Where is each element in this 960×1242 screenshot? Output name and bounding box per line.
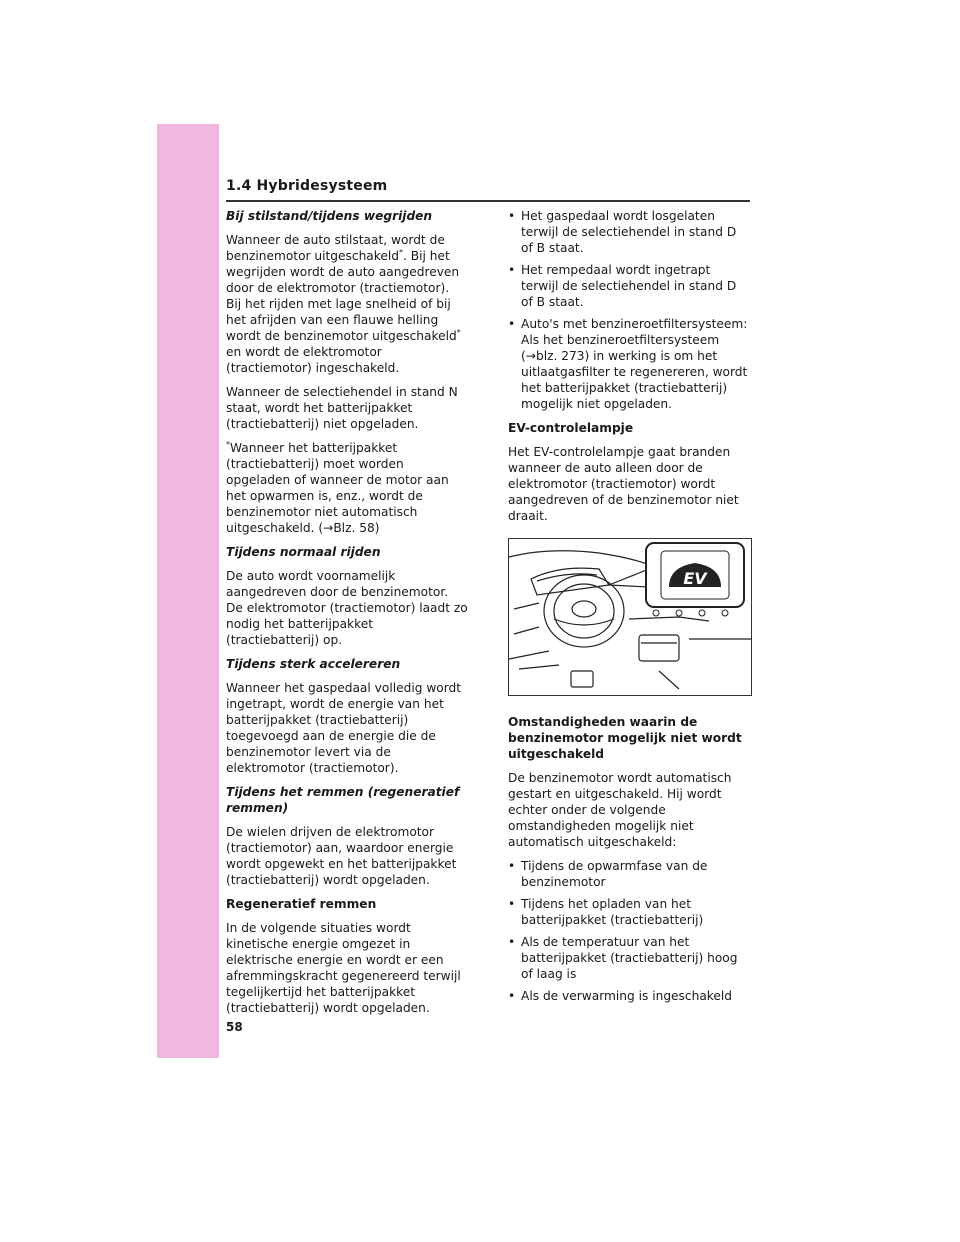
header-divider xyxy=(226,200,750,202)
heading-standstill: Bij stilstand/tijdens wegrijden xyxy=(226,209,433,223)
footnote: *Wanneer het batterijpakket (tractiebatterij) moet worden opgeladen of wanneer de motor aan het opwarmen is, enz., wordt de benzinemotor niet automatisch uitgeschakeld. (→Blz. 58) xyxy=(226,439,449,535)
ev-indicator-icon xyxy=(661,551,729,599)
paragraph-neutral: Wanneer de selectiehendel in stand N staat, wordt het batterijpakket (tractiebatterij) niet opgeladen. xyxy=(226,385,458,431)
list-item: • Tijdens het opladen van het batterijpakket (tractiebatterij) xyxy=(508,897,704,927)
paragraph-standstill: Wanneer de auto stilstaat, wordt de benzinemotor uitgeschakeld*. Bij het wegrijden wordt de auto aangedreven door de elektromotor (tractiemotor). Bij het rijden met lage snelheid of bij het afrijden van een flauwe helling wordt de benzinemotor uitgeschakeld* en wordt de elektromotor (tractiemotor) ingeschakeld. xyxy=(226,233,461,375)
list-item: • Als de temperatuur van het batterijpakket (tractiebatterij) hoog of laag is xyxy=(508,935,738,981)
svg-text:EV: EV xyxy=(683,569,707,588)
section-tab xyxy=(157,124,219,1058)
section-title: 1.4 Hybridesysteem xyxy=(226,178,388,194)
right-column xyxy=(508,208,750,1010)
heading-braking: Tijdens het remmen (regeneratief remmen) xyxy=(226,785,460,815)
list-item: • Het rempedaal wordt ingetrapt terwijl de selectiehendel in stand D of B staat. xyxy=(508,263,737,309)
heading-hard-acceleration: Tijdens sterk accelereren xyxy=(226,657,401,671)
page-number: 58 xyxy=(226,1020,243,1034)
paragraph-conditions: De benzinemotor wordt automatisch gestart en uitgeschakeld. Hij wordt echter onder de volgende omstandigheden mogelijk niet automatisch uitgeschakeld: xyxy=(508,771,732,849)
list-item: • Auto's met benzineroetfiltersysteem: Als het benzineroetfiltersysteem (→blz. 273) in werking is om het uitlaatgasfilter te regenereren, wordt het batterijpakket (tractiebatterij) mogelijk niet opgeladen. xyxy=(508,317,748,411)
list-item: • Het gaspedaal wordt losgelaten terwijl de selectiehendel in stand D of B staat. xyxy=(508,209,737,255)
heading-ev-indicator: EV-controlelampje xyxy=(508,421,634,435)
page-header xyxy=(226,178,750,194)
list-item: • Als de verwarming is ingeschakeld xyxy=(508,989,733,1003)
left-column xyxy=(226,208,468,1024)
heading-conditions: Omstandigheden waarin de benzinemotor mogelijk niet wordt uitgeschakeld xyxy=(508,715,742,761)
paragraph-ev-indicator: Het EV-controlelampje gaat branden wanneer de auto alleen door de elektromotor (tractiemotor) wordt aangedreven of de benzinemotor niet draait. xyxy=(508,445,739,523)
paragraph-hard-acceleration: Wanneer het gaspedaal volledig wordt ingetrapt, wordt de energie van het batterijpakket (tractiebatterij) toegevoegd aan de energie die de benzinemotor levert via de elektromotor (tractiemotor). xyxy=(226,681,462,775)
heading-regenerative-braking: Regeneratief remmen xyxy=(226,897,377,911)
paragraph-normal-driving: De auto wordt voornamelijk aangedreven door de benzinemotor. De elektromotor (tractiemotor) laadt zo nodig het batterijpakket (tractiebatterij) op. xyxy=(226,569,468,647)
dashboard-drawing xyxy=(509,539,751,695)
paragraph-regenerative-braking: In de volgende situaties wordt kinetische energie omgezet in elektrische energie en wordt er een afremmingskracht gegenereerd terwijl tegelijkertijd het batterijpakket (tractiebatterij) wordt opgeladen. xyxy=(226,921,461,1015)
ev-indicator-illustration xyxy=(508,538,752,696)
paragraph-braking: De wielen drijven de elektromotor (tractiemotor) aan, waardoor energie wordt opgewekt en het batterijpakket (tractiebatterij) wordt opgeladen. xyxy=(226,825,457,887)
list-item: • Tijdens de opwarmfase van de benzinemotor xyxy=(508,859,708,889)
heading-normal-driving: Tijdens normaal rijden xyxy=(226,545,381,559)
